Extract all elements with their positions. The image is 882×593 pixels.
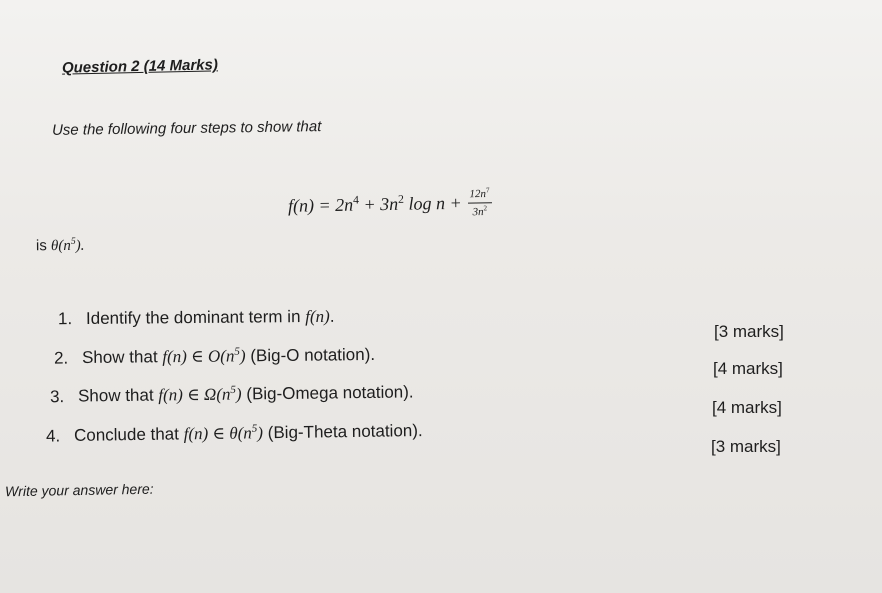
formula-lhs: $f(n) = 2n^4 + 3n^2$ log n + bbox=[287, 193, 462, 217]
fraction-numerator: $12n^7$ bbox=[467, 186, 491, 203]
formula-fraction bbox=[467, 186, 492, 219]
step-1-marks: [3 marks] bbox=[714, 322, 784, 341]
theta-statement: is $\theta(n^5)$. bbox=[35, 235, 85, 255]
step-2-marks: [4 marks] bbox=[713, 359, 783, 378]
step-3-marks: [4 marks] bbox=[712, 398, 782, 417]
answer-prompt: Write your answer here: bbox=[4, 480, 154, 500]
step-1: 1. Identify the dominant term in f(n). bbox=[57, 306, 335, 329]
step-3: 3. Show that f(n) ∈ $\Omega(n^5)$ (Big-Omega notation). bbox=[49, 382, 414, 406]
question-intro: Use the following four steps to show that bbox=[51, 118, 322, 139]
question-title: Question 2 (14 Marks) bbox=[61, 56, 219, 77]
fraction-denominator: $3n^2$ bbox=[472, 204, 488, 219]
step-4: 4. Conclude that f(n) ∈ $\theta(n^5)$ (Big-Theta notation). bbox=[45, 421, 423, 446]
function-formula bbox=[288, 186, 492, 222]
step-2: 2. Show that f(n) ∈ $O(n^5)$ (Big-O notation). bbox=[53, 344, 376, 368]
step-4-marks: [3 marks] bbox=[711, 437, 781, 456]
